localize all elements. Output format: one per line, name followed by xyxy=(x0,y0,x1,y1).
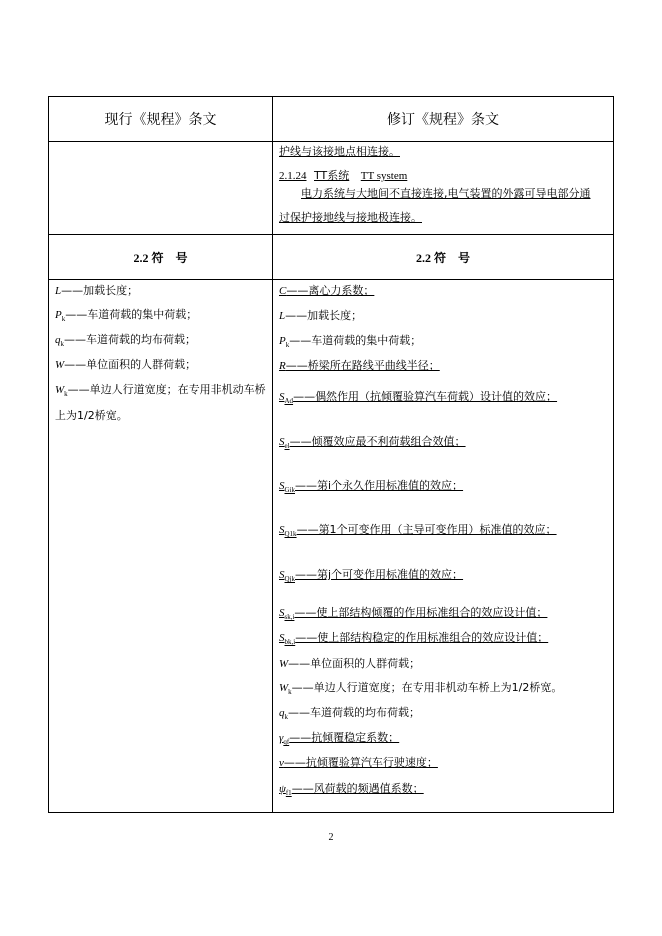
right-column-header: 修订《规程》条文 xyxy=(273,97,614,142)
page-number: 2 xyxy=(328,832,334,843)
symbol-description: ——第j个可变作用标准值的效应； xyxy=(295,568,464,581)
symbol-description: ——偶然作用（抗倾覆验算汽车荷载）设计值的效应； xyxy=(293,390,558,403)
right-symbols-cell xyxy=(273,280,614,813)
right-symbol-line xyxy=(279,433,466,450)
symbol-description: ——第i个永久作用标准值的效应； xyxy=(295,479,464,492)
comparison-table xyxy=(48,96,614,813)
left-symbol-list xyxy=(49,280,272,812)
symbol-subscript: Qjk xyxy=(284,575,295,584)
left-symbol-line xyxy=(55,331,196,348)
symbol-description: ——使上部结构稳定的作用标准组合的效应设计值； xyxy=(295,631,549,644)
symbol-subscript: Ad xyxy=(284,397,294,406)
symbol-subscript: Q1k xyxy=(284,530,297,539)
symbol-subscript: k xyxy=(288,688,292,697)
right-section-heading: 2.2 符 号 xyxy=(273,235,614,280)
left-symbol-line xyxy=(55,306,197,323)
symbol-letter: L xyxy=(55,285,62,297)
right-symbol-line xyxy=(279,704,420,721)
right-symbol-line xyxy=(279,679,562,696)
left-column-header: 现行《规程》条文 xyxy=(49,97,273,142)
symbol-description: ——倾覆效应最不利荷载组合效值； xyxy=(289,435,466,448)
left-symbol-line xyxy=(55,381,266,398)
right-symbol-line xyxy=(279,357,440,373)
left-symbol-line xyxy=(55,356,196,372)
symbol-letter: S xyxy=(279,607,285,619)
clause-title: TT系统 xyxy=(314,169,350,182)
left-empty-cell xyxy=(49,142,273,235)
symbol-description: ——风荷载的频遇值系数； xyxy=(291,782,424,795)
symbol-description: ——车道荷载的均布荷载； xyxy=(288,706,420,719)
symbol-letter: L xyxy=(279,310,286,322)
symbol-letter: ψ xyxy=(279,783,286,795)
right-symbol-line xyxy=(279,566,463,583)
symbol-description: ——单位面积的人群荷载； xyxy=(288,657,421,670)
clause-number: 2.1.24 xyxy=(279,170,307,182)
symbol-letter: S xyxy=(279,524,285,536)
symbol-description: ——抗倾覆验算汽车行驶速度； xyxy=(283,756,438,769)
symbol-description: ——车道荷载的集中荷载； xyxy=(289,334,422,347)
right-symbol-line xyxy=(279,780,424,797)
clause-heading xyxy=(279,168,607,184)
clause-body-line2: 过保护接地线与接地极连接。 xyxy=(279,211,422,224)
symbol-letter: S xyxy=(279,391,285,403)
symbol-letter: P xyxy=(55,309,62,321)
left-symbols-cell xyxy=(49,280,273,813)
symbol-subscript: qf xyxy=(283,738,290,747)
symbol-letter: S xyxy=(279,632,285,644)
symbol-description: 上为1/2桥宽。 xyxy=(55,409,128,422)
left-symbol-line xyxy=(55,407,128,423)
symbol-letter: P xyxy=(279,335,286,347)
symbol-description: ——单位面积的人群荷载； xyxy=(64,358,197,371)
right-symbol-line xyxy=(279,477,463,494)
clause-title-en: TT system xyxy=(360,170,408,182)
symbol-description: ——单边人行道宽度；在专用非机动车桥上为1/2桥宽。 xyxy=(291,681,563,694)
symbol-letter: W xyxy=(55,384,65,396)
right-symbol-line xyxy=(279,754,438,770)
left-section-heading: 2.2 符 号 xyxy=(49,235,273,280)
symbol-subscript: k xyxy=(60,340,64,349)
symbol-subscript: k xyxy=(284,713,288,722)
symbol-letter: C xyxy=(279,285,287,297)
symbol-description: ——车道荷载的均布荷载； xyxy=(64,333,196,346)
symbol-letter: v xyxy=(279,757,284,769)
symbol-letter: W xyxy=(55,359,65,371)
symbol-letter: S xyxy=(279,436,285,448)
right-symbol-line xyxy=(279,604,547,621)
right-symbol-line xyxy=(279,332,421,349)
symbol-subscript: k xyxy=(61,315,66,324)
symbol-subscript: Gik xyxy=(284,486,295,495)
symbol-description: ——单边人行道宽度；在专用非机动车桥 xyxy=(67,383,266,396)
right-symbol-line xyxy=(279,282,374,298)
right-symbol-list xyxy=(273,280,613,812)
symbol-letter: W xyxy=(279,682,289,694)
symbol-subscript: k xyxy=(64,390,68,399)
right-symbol-line xyxy=(279,629,548,646)
symbol-letter: γ xyxy=(279,732,284,744)
left-symbol-line xyxy=(55,282,138,298)
right-continuation-cell xyxy=(273,142,614,235)
symbol-description: ——第1个可变作用（主导可变作用）标准值的效应； xyxy=(296,523,557,536)
symbol-letter: q xyxy=(55,334,61,346)
symbol-description: ——桥梁所在路线平曲线半径； xyxy=(285,359,440,372)
clause-body-line1: 电力系统与大地间不直接连接,电气装置的外露可导电部分通 xyxy=(301,187,591,200)
symbol-letter: R xyxy=(279,360,286,372)
symbol-subscript: el xyxy=(284,442,290,451)
symbol-subscript: sk,i xyxy=(284,613,295,622)
right-symbol-line xyxy=(279,307,362,323)
symbol-description: ——抗倾覆稳定系数； xyxy=(289,731,400,744)
symbol-description: ——车道荷载的集中荷载； xyxy=(65,308,198,321)
right-symbol-line xyxy=(279,655,420,671)
symbol-letter: S xyxy=(279,480,285,492)
right-symbol-line xyxy=(279,521,557,538)
symbol-description: ——加载长度； xyxy=(61,284,139,297)
symbol-letter: q xyxy=(279,707,285,719)
symbol-subscript: f1 xyxy=(285,789,292,798)
symbol-description: ——使上部结构倾覆的作用标准组合的效应设计值； xyxy=(294,606,548,619)
symbol-letter: S xyxy=(279,569,285,581)
continuation-line: 护线与该接地点相连接。 xyxy=(279,145,400,158)
symbol-subscript: k xyxy=(285,341,290,350)
symbol-description: ——加载长度； xyxy=(285,309,363,322)
right-symbol-line xyxy=(279,729,399,746)
symbol-subscript: bk,i xyxy=(284,638,296,647)
symbol-description: ——离心力系数； xyxy=(286,284,375,297)
right-symbol-line xyxy=(279,388,557,405)
symbol-letter: W xyxy=(279,658,289,670)
